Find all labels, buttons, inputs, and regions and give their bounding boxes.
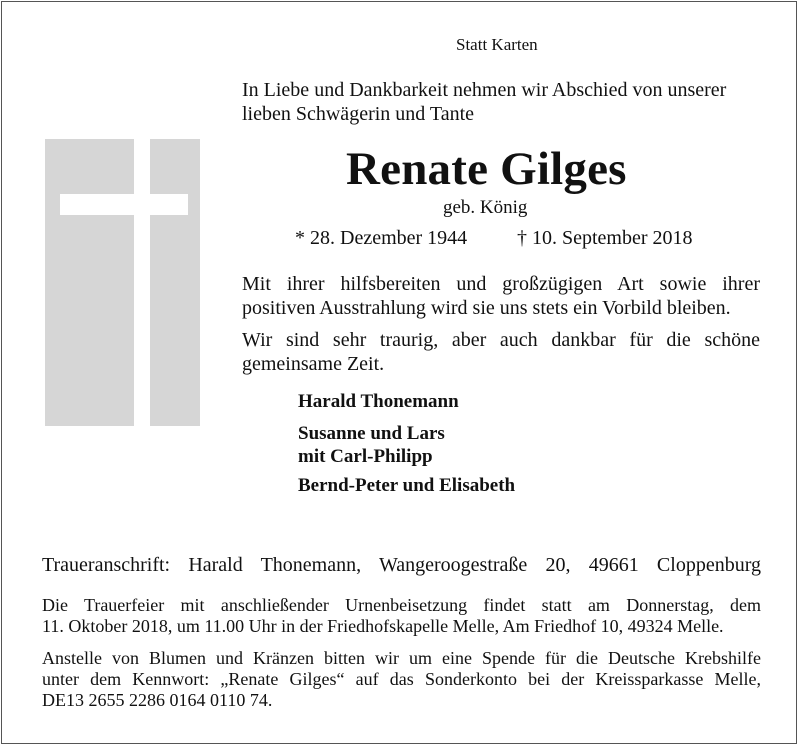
donation-line: Anstelle von Blumen und Kränzen bitten wir um eine Spende für die Deutsche Krebshilfe bbox=[42, 648, 761, 668]
intro-text bbox=[242, 78, 726, 126]
obituary-notice bbox=[1, 1, 797, 744]
gratitude-paragraph bbox=[242, 328, 760, 376]
paragraph-line: Wir sind sehr traurig, aber auch dankbar für die schöne bbox=[242, 329, 760, 351]
cross-icon bbox=[45, 139, 200, 426]
birth-name: geb. König bbox=[443, 197, 528, 218]
cross-vertical-bar bbox=[134, 139, 150, 426]
mourner-name bbox=[298, 422, 445, 468]
donation-line: unter dem Kennwort: „Renate Gilges“ auf das Sonderkonto bei der Kreissparkasse Melle, bbox=[42, 669, 761, 689]
ceremony-info bbox=[42, 595, 761, 637]
mourner-line: Susanne und Lars bbox=[298, 423, 445, 444]
mourner-line: Harald Thonemann bbox=[298, 391, 459, 412]
paragraph-line: positiven Ausstrahlung wird sie uns stets ein Vorbild bleiben. bbox=[242, 297, 731, 319]
deceased-name: Renate Gilges bbox=[346, 143, 627, 195]
ceremony-line: 11. Oktober 2018, um 11.00 Uhr in der Friedhofskapelle Melle, Am Friedhof 10, 49324 Melle. bbox=[42, 616, 724, 636]
mourner-line: Bernd-Peter und Elisabeth bbox=[298, 475, 516, 496]
intro-line: lieben Schwägerin und Tante bbox=[242, 103, 475, 125]
donation-info bbox=[42, 648, 761, 711]
mourner-name bbox=[298, 474, 515, 497]
cross-horizontal-bar bbox=[60, 194, 188, 215]
paragraph-line: gemeinsame Zeit. bbox=[242, 353, 385, 375]
mourner-line: mit Carl-Philipp bbox=[298, 446, 433, 467]
intro-line: In Liebe und Dankbarkeit nehmen wir Abschied von unserer bbox=[242, 79, 727, 101]
birth-date: * 28. Dezember 1944 bbox=[295, 227, 468, 249]
ceremony-line: Die Trauerfeier mit anschließender Urnenbeisetzung findet statt am Donnerstag, dem bbox=[42, 595, 761, 615]
donation-line: DE13 2655 2286 0164 0110 74. bbox=[42, 690, 273, 710]
mourning-address bbox=[42, 555, 761, 576]
tribute-paragraph bbox=[242, 272, 760, 320]
mourner-name bbox=[298, 390, 459, 413]
header-note: Statt Karten bbox=[456, 35, 538, 54]
address-line: Traueranschrift: Harald Thonemann, Wangeroogestraße 20, 49661 Cloppenburg bbox=[42, 554, 761, 576]
death-date: † 10. September 2018 bbox=[517, 227, 693, 249]
paragraph-line: Mit ihrer hilfsbereiten und großzügigen Art sowie ihrer bbox=[242, 273, 760, 295]
